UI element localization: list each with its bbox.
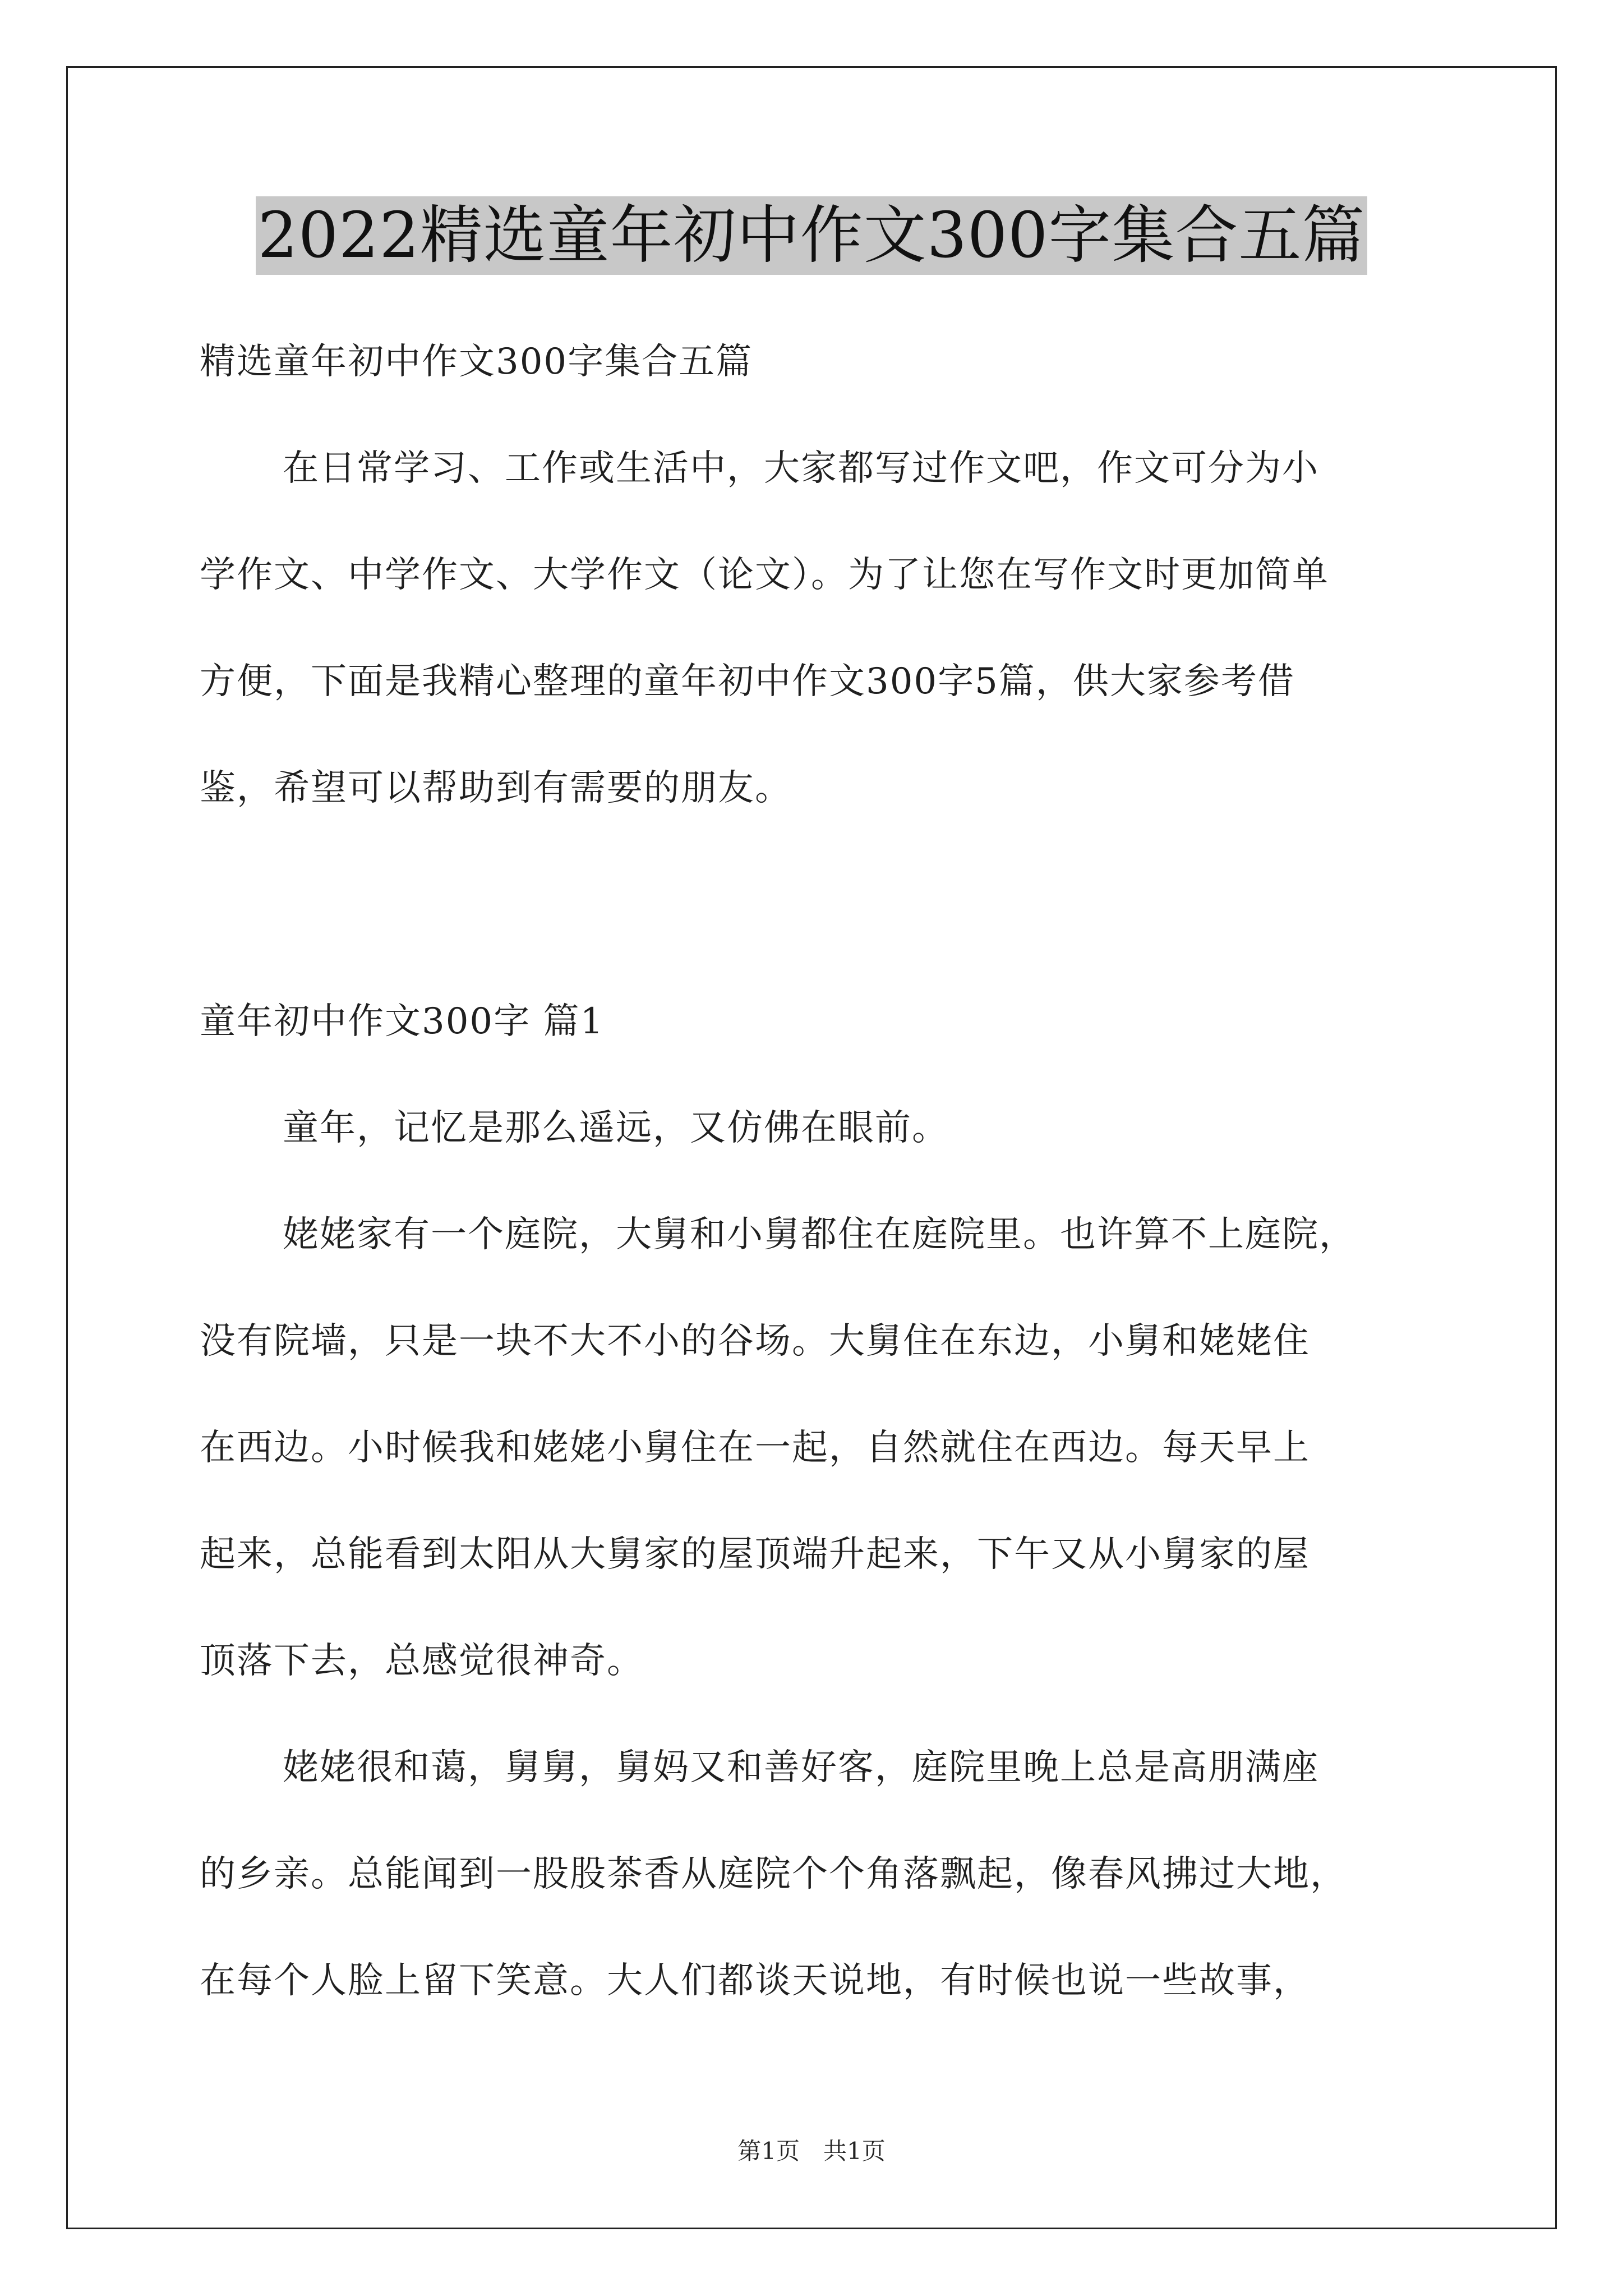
paragraph-line: 鉴，希望可以帮助到有需要的朋友。 <box>200 767 792 809</box>
document-title: 2022精选童年初中作文300字集合五篇 <box>256 196 1368 275</box>
paragraph-line: 在西边。小时候我和姥姥小舅住在一起，自然就住在西边。每天早上 <box>200 1427 1310 1469</box>
paragraph-line: 在日常学习、工作或生活中，大家都写过作文吧，作文可分为小 <box>283 448 1319 489</box>
paragraph-line: 起来，总能看到太阳从大舅家的屋顶端升起来，下午又从小舅家的屋 <box>200 1534 1310 1575</box>
paragraph-line: 顶落下去，总感觉很神奇。 <box>200 1640 644 1682</box>
paragraph-line: 的乡亲。总能闻到一股股茶香从庭院个个角落飘起，像春风拂过大地， <box>200 1853 1347 1895</box>
title-container <box>0 196 1623 275</box>
subtitle-line: 精选童年初中作文300字集合五篇 <box>200 341 753 383</box>
paragraph-line: 童年，记忆是那么遥远，又仿佛在眼前。 <box>283 1107 949 1149</box>
paragraph-line: 姥姥家有一个庭院，大舅和小舅都住在庭院里。也许算不上庭院， <box>283 1214 1356 1255</box>
paragraph-line: 没有院墙，只是一块不大不小的谷场。大舅住在东边，小舅和姥姥住 <box>200 1320 1310 1362</box>
section-heading: 童年初中作文300字 篇1 <box>200 1001 605 1042</box>
page-footer: 第1页 共1页 <box>737 2137 886 2165</box>
paragraph-line: 在每个人脸上留下笑意。大人们都谈天说地，有时候也说一些故事， <box>200 1960 1310 2001</box>
paragraph-line: 姥姥很和蔼，舅舅，舅妈又和善好客，庭院里晚上总是高朋满座 <box>283 1747 1319 1788</box>
paragraph-line: 方便，下面是我精心整理的童年初中作文300字5篇，供大家参考借 <box>200 661 1295 702</box>
paragraph-line: 学作文、中学作文、大学作文（论文）。为了让您在写作文时更加简单 <box>200 554 1329 596</box>
